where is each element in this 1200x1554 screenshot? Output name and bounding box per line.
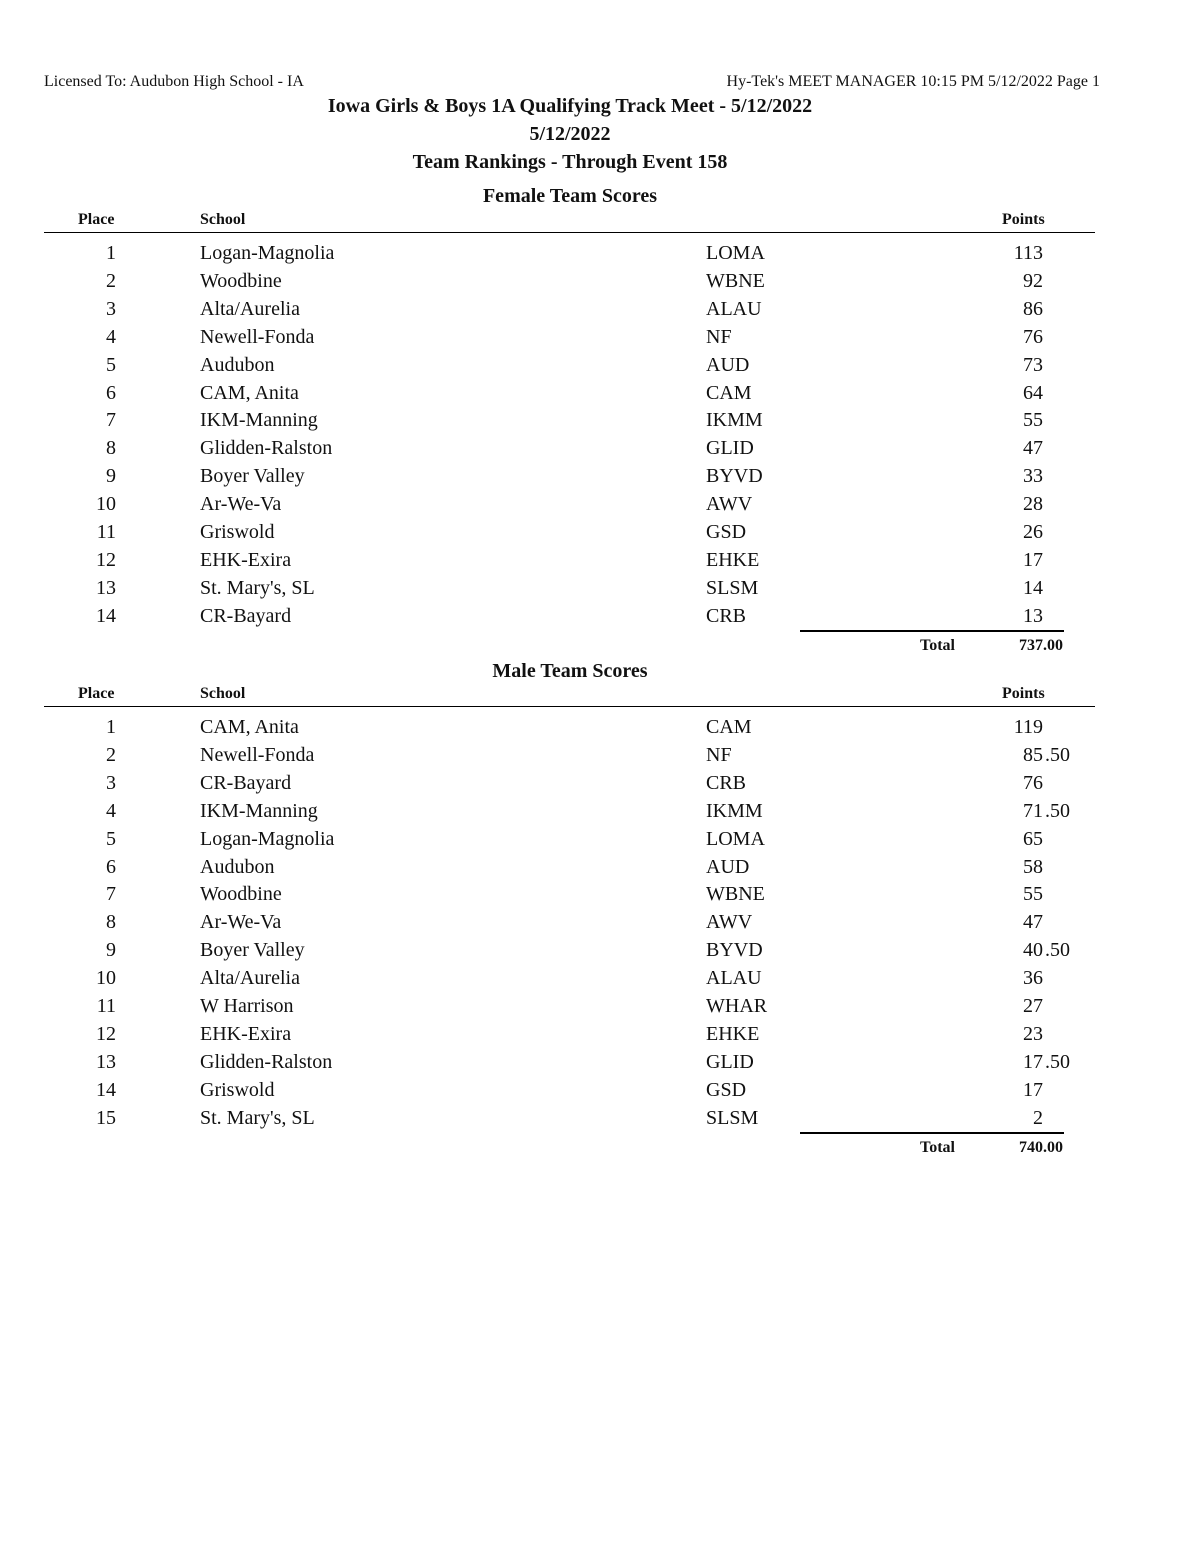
school-cell: Woodbine (200, 883, 282, 906)
table-row (0, 1023, 1200, 1051)
table-row (0, 967, 1200, 995)
team-code-cell: GSD (706, 1078, 747, 1101)
place-cell: 12 (96, 1022, 116, 1045)
points-cell: 119 (1013, 716, 1043, 738)
place-cell: 4 (106, 799, 116, 822)
place-cell: 14 (96, 604, 116, 627)
table-row (0, 828, 1200, 856)
place-column-header: Place (78, 685, 115, 702)
school-cell: Audubon (200, 855, 275, 878)
table-row (0, 883, 1200, 911)
team-code-cell: EHKE (706, 548, 760, 571)
place-cell: 15 (96, 1106, 116, 1129)
place-cell: 6 (106, 381, 116, 404)
points-fraction-cell: .50 (1045, 743, 1070, 766)
school-cell: IKM-Manning (200, 799, 318, 822)
place-cell: 2 (106, 269, 116, 292)
points-cell: 64 (1023, 381, 1043, 404)
place-cell: 5 (106, 353, 116, 376)
school-cell: Boyer Valley (200, 939, 305, 962)
male-heading: Male Team Scores (492, 660, 648, 682)
place-cell: 10 (96, 967, 116, 990)
place-cell: 10 (96, 493, 116, 516)
school-cell: Logan-Magnolia (200, 242, 335, 264)
table-row (0, 242, 1200, 270)
school-cell: St. Mary's, SL (200, 1106, 315, 1129)
team-code-cell: NF (706, 743, 732, 766)
school-cell: CAM, Anita (200, 716, 299, 738)
table-row (0, 716, 1200, 744)
school-column-header: School (200, 685, 246, 702)
place-cell: 3 (106, 297, 116, 320)
points-cell: 65 (1023, 827, 1043, 850)
meet-date: 5/12/2022 (529, 123, 611, 145)
team-code-cell: WBNE (706, 883, 765, 906)
points-cell: 55 (1023, 883, 1043, 906)
points-cell: 71 (1023, 799, 1043, 822)
place-cell: 4 (106, 325, 116, 348)
school-cell: CR-Bayard (200, 604, 292, 627)
points-column-header: Points (1002, 685, 1045, 702)
table-row (0, 605, 1200, 633)
place-cell: 3 (106, 771, 116, 794)
place-cell: 1 (106, 716, 116, 738)
points-cell: 92 (1023, 269, 1043, 292)
school-cell: Audubon (200, 353, 275, 376)
points-cell: 36 (1023, 967, 1043, 990)
team-code-cell: CAM (706, 381, 752, 404)
table-row (0, 911, 1200, 939)
school-cell: CR-Bayard (200, 771, 292, 794)
place-column-header: Place (78, 211, 115, 228)
points-cell: 85 (1023, 743, 1043, 766)
table-row (0, 521, 1200, 549)
female-total-value: 737.00 (1019, 637, 1063, 654)
school-cell: EHK-Exira (200, 1022, 292, 1045)
points-cell: 28 (1023, 493, 1043, 516)
table-row (0, 437, 1200, 465)
team-code-cell: SLSM (706, 1106, 759, 1129)
team-code-cell: GSD (706, 521, 747, 543)
points-cell: 40 (1023, 939, 1043, 962)
school-cell: Newell-Fonda (200, 743, 315, 766)
place-cell: 9 (106, 465, 116, 488)
points-cell: 17 (1023, 1050, 1043, 1073)
team-code-cell: LOMA (706, 827, 765, 850)
school-cell: Alta/Aurelia (200, 967, 300, 990)
place-cell: 2 (106, 743, 116, 766)
points-fraction-cell: .50 (1045, 1050, 1070, 1073)
table-row (0, 465, 1200, 493)
place-cell: 8 (106, 437, 116, 460)
points-cell: 14 (1023, 576, 1043, 599)
place-cell: 6 (106, 855, 116, 878)
school-cell: Glidden-Ralston (200, 1050, 333, 1073)
place-cell: 7 (106, 883, 116, 906)
points-cell: 55 (1023, 409, 1043, 432)
header-rule (44, 706, 1095, 707)
place-cell: 5 (106, 827, 116, 850)
place-cell: 11 (96, 995, 116, 1017)
table-row (0, 1107, 1200, 1135)
table-row (0, 409, 1200, 437)
place-cell: 13 (96, 1050, 116, 1073)
points-cell: 76 (1023, 325, 1043, 348)
female-total-label: Total (920, 637, 955, 654)
points-cell: 2 (1033, 1106, 1043, 1129)
table-row (0, 298, 1200, 326)
male-total-label: Total (920, 1139, 955, 1156)
school-column-header: School (200, 211, 246, 228)
school-cell: Boyer Valley (200, 465, 305, 488)
table-row (0, 995, 1200, 1023)
school-cell: Alta/Aurelia (200, 297, 300, 320)
points-cell: 58 (1023, 855, 1043, 878)
place-cell: 8 (106, 911, 116, 934)
school-cell: Glidden-Ralston (200, 437, 333, 460)
team-code-cell: CRB (706, 604, 747, 627)
team-code-cell: GLID (706, 437, 754, 460)
school-cell: IKM-Manning (200, 409, 318, 432)
place-cell: 14 (96, 1078, 116, 1101)
rankings-title: Team Rankings - Through Event 158 (412, 151, 728, 173)
table-row (0, 856, 1200, 884)
points-cell: 76 (1023, 771, 1043, 794)
points-cell: 26 (1023, 521, 1043, 543)
team-code-cell: CRB (706, 771, 747, 794)
team-code-cell: BYVD (706, 465, 763, 488)
place-cell: 11 (96, 521, 116, 543)
points-cell: 13 (1023, 604, 1043, 627)
team-code-cell: ALAU (706, 297, 762, 320)
male-total-value: 740.00 (1019, 1139, 1063, 1156)
total-rule (800, 630, 1064, 632)
points-cell: 47 (1023, 911, 1043, 934)
team-code-cell: IKMM (706, 409, 763, 432)
school-cell: Griswold (200, 521, 275, 543)
points-cell: 27 (1023, 995, 1043, 1017)
school-cell: W Harrison (200, 995, 294, 1017)
table-row (0, 1079, 1200, 1107)
points-fraction-cell: .50 (1045, 939, 1070, 962)
team-code-cell: EHKE (706, 1022, 760, 1045)
points-cell: 17 (1023, 1078, 1043, 1101)
school-cell: Ar-We-Va (200, 493, 282, 516)
points-fraction-cell: .50 (1045, 799, 1070, 822)
team-code-cell: AUD (706, 855, 750, 878)
points-cell: 23 (1023, 1022, 1043, 1045)
table-row (0, 744, 1200, 772)
table-row (0, 800, 1200, 828)
team-code-cell: GLID (706, 1050, 754, 1073)
table-row (0, 1051, 1200, 1079)
school-cell: St. Mary's, SL (200, 576, 315, 599)
team-code-cell: AWV (706, 493, 753, 516)
team-code-cell: SLSM (706, 576, 759, 599)
table-row (0, 772, 1200, 800)
table-row (0, 493, 1200, 521)
school-cell: Newell-Fonda (200, 325, 315, 348)
table-row (0, 270, 1200, 298)
points-cell: 113 (1013, 242, 1043, 264)
meet-title: Iowa Girls & Boys 1A Qualifying Track Meet - 5/12/2022 (327, 95, 813, 117)
place-cell: 13 (96, 576, 116, 599)
team-code-cell: AUD (706, 353, 750, 376)
table-row (0, 326, 1200, 354)
school-cell: Ar-We-Va (200, 911, 282, 934)
team-code-cell: IKMM (706, 799, 763, 822)
team-code-cell: NF (706, 325, 732, 348)
team-code-cell: WBNE (706, 269, 765, 292)
table-row (0, 354, 1200, 382)
software-line: Hy-Tek's MEET MANAGER 10:15 PM 5/12/2022 Page 1 (726, 73, 1100, 90)
school-cell: Logan-Magnolia (200, 827, 335, 850)
points-cell: 33 (1023, 465, 1043, 488)
team-code-cell: LOMA (706, 242, 765, 264)
points-cell: 73 (1023, 353, 1043, 376)
team-code-cell: ALAU (706, 967, 762, 990)
team-code-cell: CAM (706, 716, 752, 738)
table-row (0, 577, 1200, 605)
points-cell: 17 (1023, 548, 1043, 571)
table-row (0, 549, 1200, 577)
header-rule (44, 232, 1095, 233)
license-line: Licensed To: Audubon High School - IA (44, 73, 304, 90)
team-code-cell: BYVD (706, 939, 763, 962)
school-cell: Griswold (200, 1078, 275, 1101)
female-heading: Female Team Scores (482, 185, 658, 207)
points-column-header: Points (1002, 211, 1045, 228)
total-rule (800, 1132, 1064, 1134)
table-row (0, 939, 1200, 967)
points-cell: 47 (1023, 437, 1043, 460)
place-cell: 12 (96, 548, 116, 571)
place-cell: 9 (106, 939, 116, 962)
school-cell: Woodbine (200, 269, 282, 292)
place-cell: 7 (106, 409, 116, 432)
team-code-cell: WHAR (706, 995, 768, 1017)
table-row (0, 382, 1200, 410)
team-code-cell: AWV (706, 911, 753, 934)
school-cell: EHK-Exira (200, 548, 292, 571)
school-cell: CAM, Anita (200, 381, 299, 404)
place-cell: 1 (106, 242, 116, 264)
points-cell: 86 (1023, 297, 1043, 320)
